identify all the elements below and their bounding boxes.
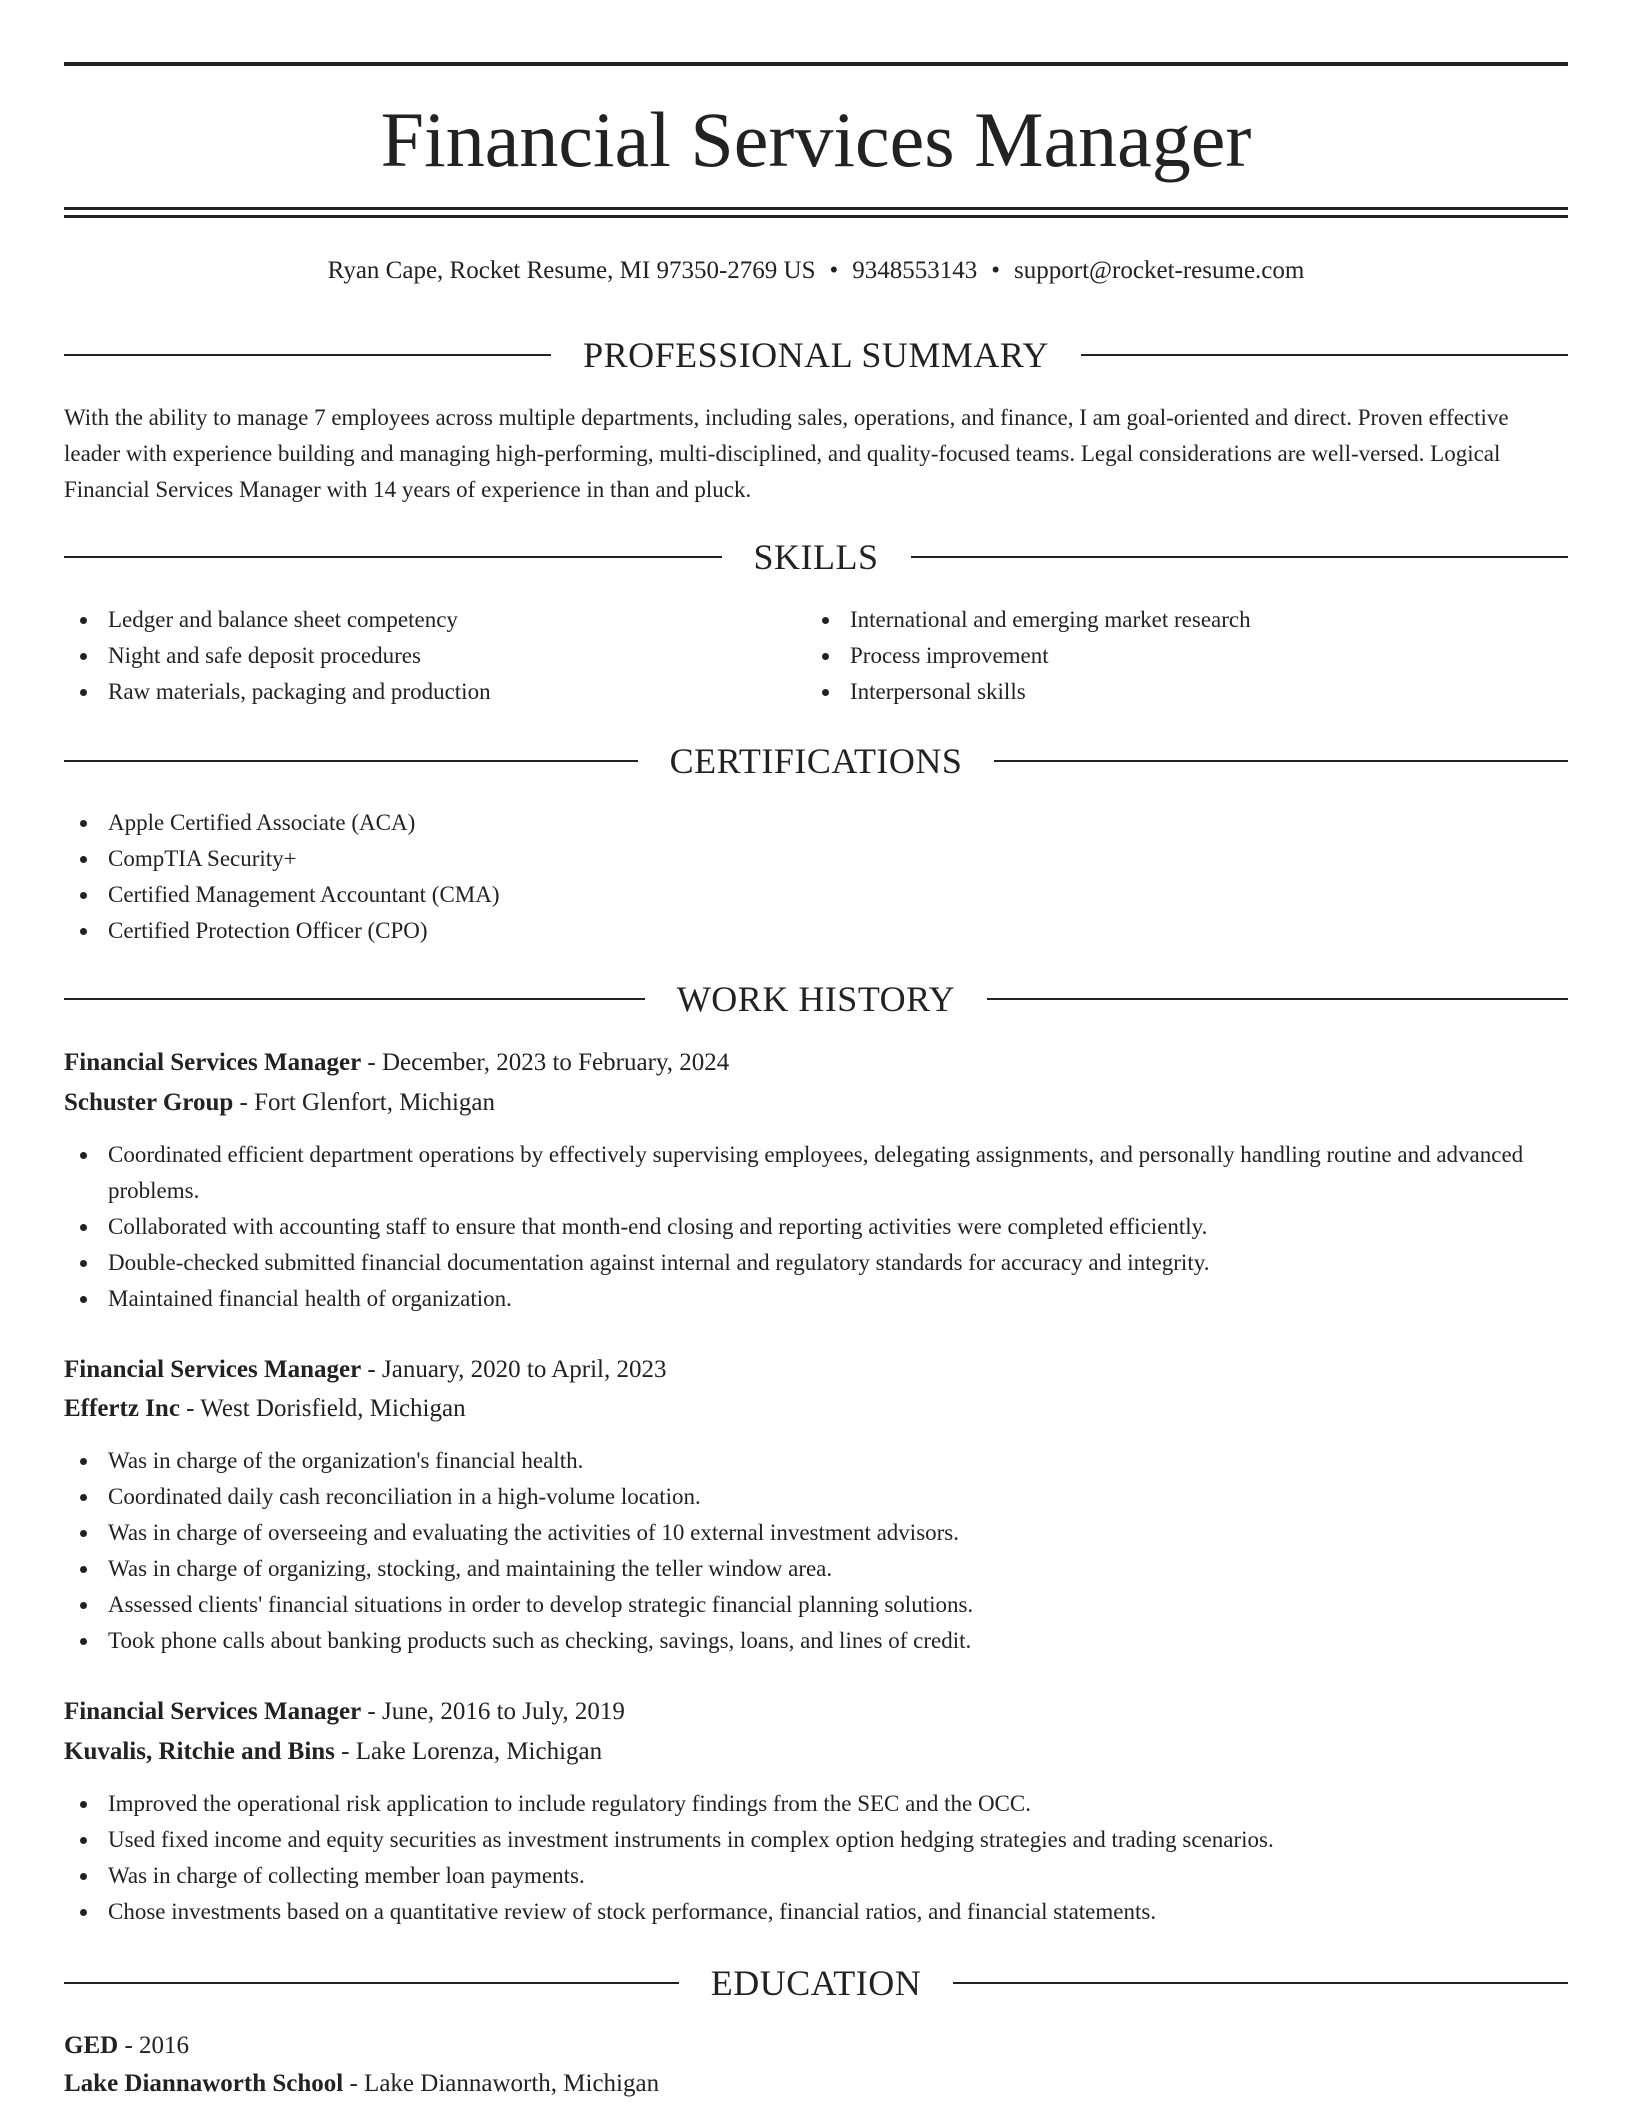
contact-phone: 9348553143 — [852, 257, 978, 284]
title-top-rule — [64, 62, 1568, 66]
summary-text: With the ability to manage 7 employees across multiple departments, including sales, operations, and finance, I am goal-oriented and direct. Proven effective leader with experience building and managing high-performing, multi-disciplined, and quality-focused teams. Legal considerations are well-versed. Logical Financial Services Manager with 14 years of experience in than and pluck. — [64, 405, 1509, 502]
certification-item: Certified Management Accountant (CMA) — [64, 877, 1568, 913]
job-bullet: Collaborated with accounting staff to ensure that month-end closing and reporting activities were completed efficiently. — [64, 1209, 1568, 1245]
section-heading-education — [64, 1961, 1568, 2005]
certification-item: Apple Certified Associate (ACA) — [64, 805, 1568, 841]
contact-separator: • — [991, 257, 1001, 284]
skill-item: Interpersonal skills — [806, 674, 1566, 710]
job-bullet: Maintained financial health of organization. — [64, 1281, 1568, 1317]
education-degree: GED — [64, 2032, 119, 2059]
job-bullets — [64, 1137, 1568, 1317]
section-title: CERTIFICATIONS — [669, 741, 963, 781]
job-bullet: Chose investments based on a quantitative review of stock performance, financial ratios, and financial statements. — [64, 1894, 1568, 1930]
job-bullets — [64, 1443, 1568, 1659]
job-company-line — [64, 1085, 1568, 1121]
section-heading-certifications — [64, 739, 1568, 783]
job-company: Schuster Group — [64, 1089, 234, 1116]
job-company-line — [64, 1391, 1568, 1427]
job-title-line — [64, 1352, 1568, 1388]
education-school-line — [64, 2066, 1568, 2102]
job-dates: June, 2016 to July, 2019 — [382, 1698, 625, 1725]
contact-email: support@rocket-resume.com — [1014, 257, 1305, 284]
section-title: PROFESSIONAL SUMMARY — [583, 335, 1049, 375]
skills-list-left — [64, 602, 764, 710]
contact-separator: • — [829, 257, 839, 284]
section-title: WORK HISTORY — [676, 979, 956, 1019]
dash-separator: - — [334, 1738, 356, 1765]
dash-separator: - — [361, 1698, 382, 1725]
section-rule — [953, 1982, 1568, 1984]
resume-title: Financial Services Manager — [380, 96, 1252, 183]
dash-separator: - — [343, 2070, 365, 2097]
dash-separator: - — [179, 1395, 201, 1422]
dash-separator: - — [233, 1089, 255, 1116]
job-bullet: Was in charge of the organization's financial health. — [64, 1443, 1568, 1479]
skills-list-right — [806, 602, 1566, 710]
job-title: Financial Services Manager — [64, 1049, 362, 1076]
section-title: SKILLS — [753, 537, 879, 577]
job-title-line — [64, 1045, 1568, 1081]
job-title-line — [64, 1694, 1568, 1730]
job-bullet: Was in charge of collecting member loan payments. — [64, 1858, 1568, 1894]
skill-item: Ledger and balance sheet competency — [64, 602, 764, 638]
section-rule — [1081, 354, 1568, 356]
title-bottom-rule-2 — [64, 215, 1568, 218]
education-degree-line — [64, 2028, 1568, 2064]
section-rule — [64, 998, 645, 1000]
job-bullet: Used fixed income and equity securities as investment instruments in complex option hedging strategies and trading scenarios. — [64, 1822, 1568, 1858]
job-bullet: Assessed clients' financial situations in order to develop strategic financial planning solutions. — [64, 1587, 1568, 1623]
dash-separator: - — [361, 1049, 382, 1076]
title-bottom-rule-1 — [64, 207, 1568, 210]
job-bullet: Was in charge of organizing, stocking, and maintaining the teller window area. — [64, 1551, 1568, 1587]
job-dates: December, 2023 to February, 2024 — [382, 1049, 730, 1076]
section-heading-work-history — [64, 977, 1568, 1021]
job-bullet: Was in charge of overseeing and evaluating the activities of 10 external investment advisors. — [64, 1515, 1568, 1551]
job-location: Lake Lorenza, Michigan — [355, 1738, 603, 1765]
section-title: EDUCATION — [710, 1963, 922, 2003]
job-bullet: Double-checked submitted financial documentation against internal and regulatory standards for accuracy and integrity. — [64, 1245, 1568, 1281]
job-dates: January, 2020 to April, 2023 — [382, 1356, 667, 1383]
job-company-line — [64, 1734, 1568, 1770]
job-company: Effertz Inc — [64, 1395, 180, 1422]
section-rule — [994, 760, 1568, 762]
section-rule — [64, 1982, 679, 1984]
skill-item: International and emerging market research — [806, 602, 1566, 638]
education-location: Lake Diannaworth, Michigan — [364, 2070, 660, 2097]
certifications-list — [64, 805, 1568, 949]
education-year: 2016 — [139, 2032, 190, 2059]
job-location: West Dorisfield, Michigan — [200, 1395, 466, 1422]
job-bullet: Improved the operational risk application to include regulatory findings from the SEC and the OCC. — [64, 1786, 1568, 1822]
skill-item: Process improvement — [806, 638, 1566, 674]
job-bullet: Took phone calls about banking products such as checking, savings, loans, and lines of credit. — [64, 1623, 1568, 1659]
section-heading-summary — [64, 333, 1568, 377]
job-bullet: Coordinated daily cash reconciliation in a high-volume location. — [64, 1479, 1568, 1515]
job-bullets — [64, 1786, 1568, 1930]
education-school: Lake Diannaworth School — [64, 2070, 344, 2097]
section-rule — [64, 760, 638, 762]
job-company: Kuvalis, Ritchie and Bins — [64, 1738, 335, 1765]
certification-item: Certified Protection Officer (CPO) — [64, 913, 1568, 949]
contact-line — [0, 255, 1632, 287]
section-rule — [64, 354, 551, 356]
skill-item: Raw materials, packaging and production — [64, 674, 764, 710]
section-rule — [911, 556, 1569, 558]
job-title: Financial Services Manager — [64, 1356, 362, 1383]
dash-separator: - — [361, 1356, 382, 1383]
job-title: Financial Services Manager — [64, 1698, 362, 1725]
section-heading-skills — [64, 535, 1568, 579]
section-rule — [987, 998, 1568, 1000]
job-bullet: Coordinated efficient department operations by effectively supervising employees, delegating assignments, and personally handling routine and advanced problems. — [64, 1137, 1568, 1209]
certification-item: CompTIA Security+ — [64, 841, 1568, 877]
dash-separator: - — [118, 2032, 140, 2059]
contact-address: Ryan Cape, Rocket Resume, MI 97350-2769 US — [327, 257, 816, 284]
skill-item: Night and safe deposit procedures — [64, 638, 764, 674]
section-rule — [64, 556, 722, 558]
job-location: Fort Glenfort, Michigan — [254, 1089, 496, 1116]
